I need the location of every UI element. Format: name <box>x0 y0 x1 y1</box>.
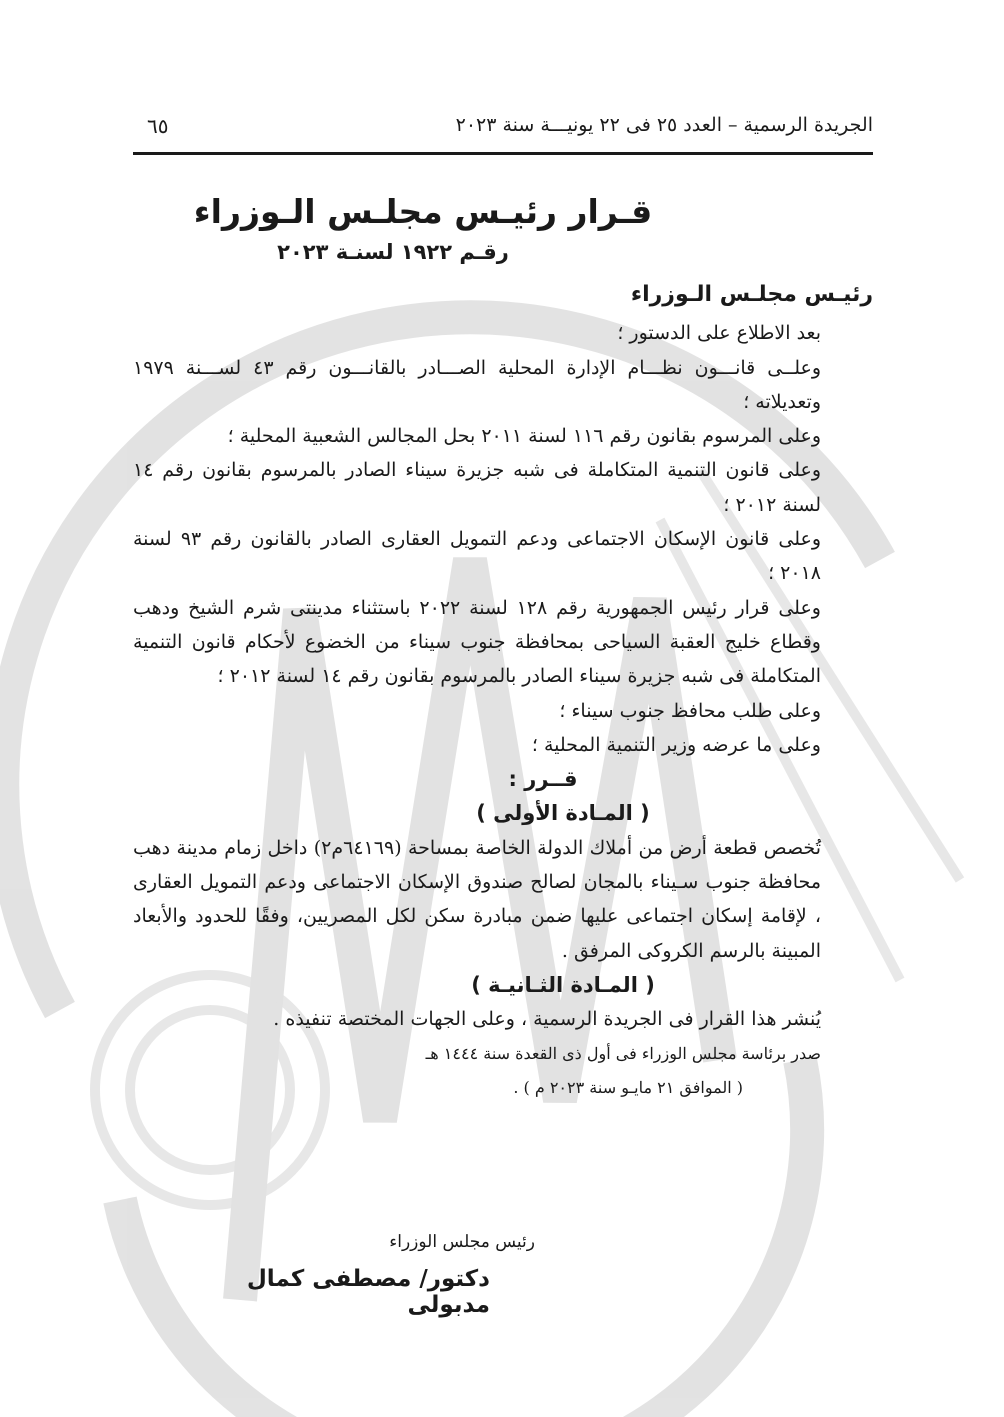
issuer-heading: رئيـس مجلـس الـوزراء <box>630 282 873 307</box>
decided-label: قــرر : <box>508 767 578 792</box>
gazette-issue-title: الجريدة الرسمية – العدد ٢٥ فى ٢٢ يونيـــة سنة ٢٠٢٣ <box>455 114 873 136</box>
article-2-text: يُنشر هذا القرار فى الجريدة الرسمية ، وعلى الجهات المختصة تنفيذه . <box>273 1008 821 1031</box>
preamble-item: وعلى المرسوم بقانون رقم ١١٦ لسنة ٢٠١١ بحل المجالس الشعبية المحلية ؛ <box>227 425 821 448</box>
preamble-item: وعلى قانون الإسكان الاجتماعى ودعم التمويل العقارى الصادر بالقانون رقم ٩٣ لسنة ٢٠١٨ ؛ <box>133 528 822 585</box>
decree-number: رقـم ١٩٢٢ لسنـة ٢٠٢٣ <box>277 240 509 264</box>
preamble-item: وعلى قانون التنمية المتكاملة فى شبه جزيرة سيناء الصادر بالمرسوم بقانون رقم ١٤ لسنة ٢٠١٢ ؛ <box>133 459 821 516</box>
page-number: ٦٥ <box>147 114 169 138</box>
issued-date-hijri: صدر برئاسة مجلس الوزراء فى أول ذى القعدة سنة ١٤٤٤ هـ <box>425 1043 821 1063</box>
issued-date-gregorian: ( الموافق ٢١ مايـو سنة ٢٠٢٣ م ) . <box>513 1077 743 1097</box>
signature-name: دكتور/ مصطفى كمال مدبولى <box>246 1266 490 1318</box>
preamble-item: وعلى قرار رئيس الجمهورية رقم ١٢٨ لسنة ٢٠٢٢ باستثناء مدينتى شرم الشيخ ودهب وقطاع خليج العقبة السياحى بمحافظة جنوب سيناء من الخضوع لأحكام قانون التنمية المتكاملة فى شبه جزيرة سيناء الصادر بالمرسوم بقانون رقم ١٤ لسنة ٢٠١٢ ؛ <box>133 596 821 688</box>
article-1-heading: ( المـادة الأولى ) <box>476 801 650 826</box>
signature-title: رئيس مجلس الوزراء <box>389 1232 535 1252</box>
article-2-heading: ( المـادة الثـانيـة ) <box>471 972 655 997</box>
preamble-item: وعلى ما عرضه وزير التنمية المحلية ؛ <box>531 733 821 756</box>
header-divider <box>133 152 873 155</box>
decree-body <box>133 278 873 1105</box>
preamble-item: وعلى طلب محافظ جنوب سيناء ؛ <box>559 699 821 722</box>
decree-title: قـرار رئيـس مجلـس الـوزراء <box>193 192 653 231</box>
article-1-text: تُخصص قطعة أرض من أملاك الدولة الخاصة بمساحة (٦٤١٦٩م٢) داخل زمام مدينة دهب محافظة جنوب سـيناء بالمجان لصالح صندوق الإسكان الاجتماعى ودعم التمويل العقارى ، لإقامة إسكان اجتماعى عليها ضمن مبادرة سكن لكل المصريين، وفقًا للحدود والأبعاد المبينة بالرسم الكروكى المرفق . <box>133 836 821 962</box>
page-header <box>133 114 873 150</box>
preamble-item: بعد الاطلاع على الدستور ؛ <box>617 322 821 345</box>
preamble-item: وعلــى قانـــون نظـــام الإدارة المحلية الصـــادر بالقانـــون رقم ٤٣ لســـنة ١٩٧٩ وتعديلاته ؛ <box>133 356 821 413</box>
